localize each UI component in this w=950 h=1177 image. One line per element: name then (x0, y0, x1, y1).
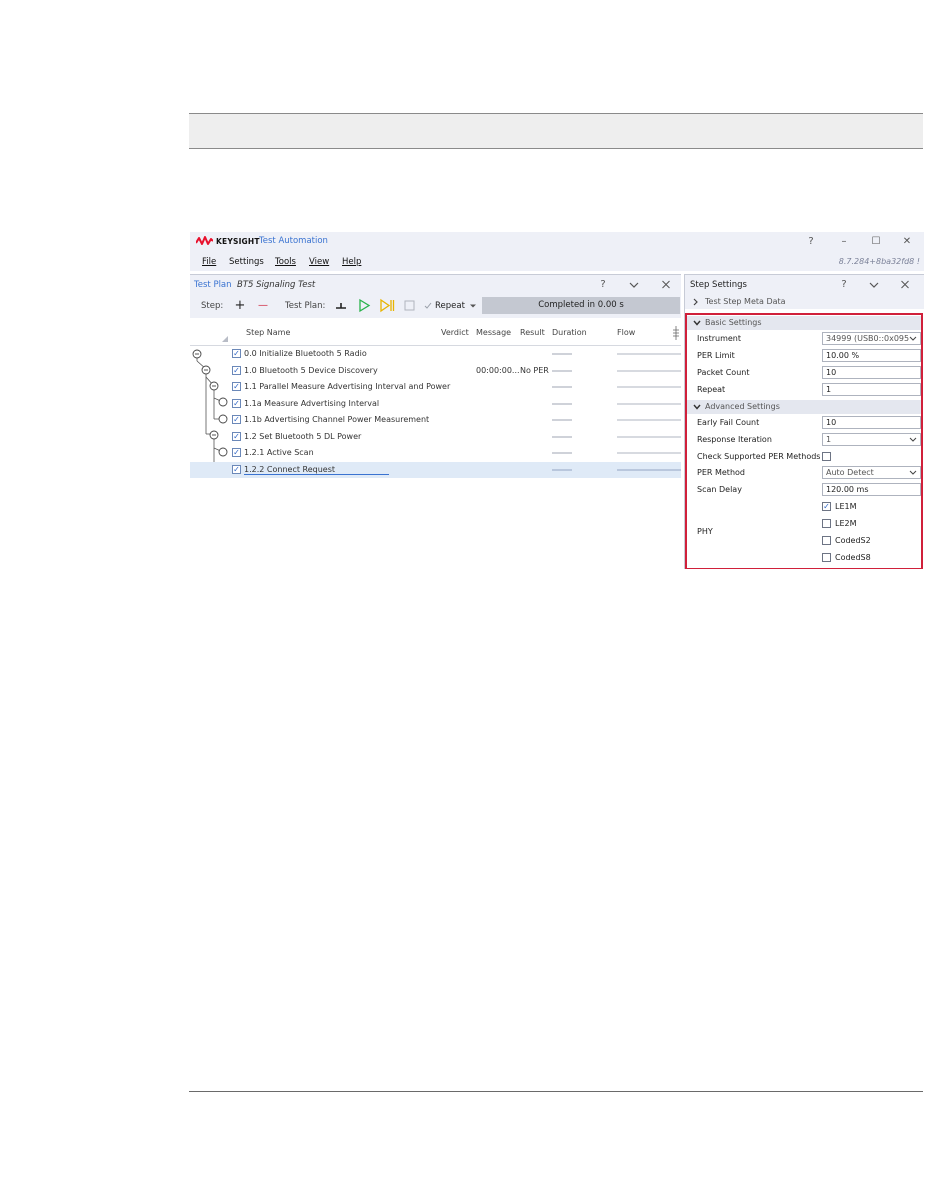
early-fail-label: Early Fail Count (697, 418, 760, 427)
step-enabled-checkbox[interactable]: ✓ (233, 415, 240, 424)
phy-codeds8-label[interactable]: CodedS8 (835, 553, 871, 562)
per-limit-input[interactable]: 10.00 % (822, 349, 921, 362)
menu-view[interactable]: View (309, 257, 330, 267)
test-plan-name: BT5 Signaling Test (237, 280, 316, 290)
basic-settings-label[interactable]: Basic Settings (705, 318, 762, 327)
step-enabled-checkbox[interactable]: ✓ (233, 365, 240, 375)
minimize-icon[interactable]: – (841, 236, 847, 247)
settings-highlight-box (685, 313, 923, 569)
step-settings-panel (684, 274, 924, 569)
column-verdict[interactable]: Verdict (441, 328, 469, 337)
menu-tools[interactable]: Tools (275, 257, 296, 267)
test-plan-panel (190, 274, 681, 569)
column-step-name[interactable]: Step Name (246, 328, 291, 337)
duration-bar (552, 386, 572, 388)
instrument-label: Instrument (697, 334, 742, 343)
check-per-methods-label: Check Supported PER Methods (697, 452, 821, 461)
document-header-bar (189, 113, 923, 149)
step-enabled-checkbox[interactable]: ✓ (233, 398, 240, 408)
remove-step-icon[interactable]: — (258, 300, 268, 311)
test-step-row-selected[interactable] (190, 462, 681, 479)
test-plan-label[interactable]: Test Plan (194, 280, 232, 290)
step-message: 00:00:00... (476, 365, 520, 375)
run-selected-icon[interactable] (379, 297, 395, 314)
test-step-row[interactable] (190, 363, 681, 380)
duration-bar (552, 403, 572, 405)
chevron-right-icon[interactable] (693, 298, 699, 306)
steps-grid (190, 346, 681, 569)
step-settings-title: Step Settings (690, 280, 747, 290)
step-enabled-checkbox[interactable]: ✓ (233, 349, 240, 358)
step-name: 1.1b Advertising Channel Power Measurement (244, 415, 430, 424)
steps-grid-header (190, 318, 681, 346)
step-enabled-checkbox[interactable]: ✓ (233, 382, 240, 391)
chevron-down-icon[interactable] (693, 319, 701, 327)
phy-le1m-checkbox[interactable]: ✓ (823, 502, 830, 511)
advanced-settings-label[interactable]: Advanced Settings (705, 402, 780, 411)
phy-label: PHY (697, 527, 713, 536)
flow-bar (617, 469, 681, 471)
column-flow[interactable]: Flow (617, 328, 636, 337)
repeat-check-icon[interactable] (423, 297, 433, 314)
panel-help-icon[interactable]: ? (600, 279, 606, 290)
menu-settings[interactable]: Settings (229, 257, 264, 267)
phy-le2m-label[interactable]: LE2M (835, 519, 857, 528)
menu-bar (190, 252, 924, 271)
response-iteration-label: Response Iteration (697, 435, 772, 444)
column-duration[interactable]: Duration (552, 328, 587, 337)
break-icon[interactable] (334, 297, 348, 314)
dropdown-chevron-icon[interactable] (909, 467, 917, 478)
per-method-select[interactable] (822, 466, 921, 479)
test-step-row[interactable] (190, 445, 681, 462)
run-status: Completed in 0.00 s (482, 297, 680, 314)
column-chooser-icon[interactable] (673, 326, 679, 340)
duration-bar (552, 436, 572, 438)
column-result[interactable]: Result (520, 328, 545, 337)
step-name: 1.1a Measure Advertising Interval (244, 398, 380, 408)
application-window (190, 232, 924, 569)
app-title: Test Automation (259, 236, 328, 246)
document-footer-rule (189, 1091, 923, 1092)
early-fail-input[interactable]: 10 (822, 416, 921, 429)
meta-data-section[interactable] (685, 294, 924, 309)
duration-bar (552, 469, 572, 471)
add-step-icon[interactable]: + (234, 298, 246, 313)
test-plan-toolbar (190, 294, 681, 318)
step-enabled-checkbox[interactable]: ✓ (233, 448, 240, 457)
basic-settings-section[interactable] (687, 316, 921, 330)
packet-count-label: Packet Count (697, 368, 750, 377)
sort-grip-icon (222, 336, 228, 342)
response-iteration-select[interactable] (822, 433, 921, 446)
flow-bar (617, 370, 681, 372)
check-per-methods-checkbox[interactable] (822, 452, 831, 461)
flow-bar (617, 353, 681, 355)
step-name[interactable]: 1.2.2 Connect Request (244, 465, 389, 475)
step-enabled-checkbox[interactable]: ✓ (233, 431, 240, 441)
response-iteration-value: 1 (826, 435, 832, 444)
phy-le2m-checkbox[interactable] (822, 519, 831, 528)
phy-le1m-label[interactable]: LE1M (835, 502, 857, 511)
phy-codeds2-label[interactable]: CodedS2 (835, 536, 871, 545)
step-name: 1.2.1 Active Scan (244, 448, 314, 457)
menu-file[interactable]: File (202, 257, 217, 267)
test-step-row[interactable] (190, 412, 681, 429)
per-method-label: PER Method (697, 468, 745, 477)
maximize-icon[interactable]: ☐ (871, 236, 881, 247)
step-label: Step: (201, 301, 224, 311)
packet-count-input[interactable]: 10 (822, 366, 921, 379)
flow-bar (617, 386, 681, 388)
test-step-row[interactable] (190, 379, 681, 396)
scan-delay-input[interactable]: 120.00 ms (822, 483, 921, 496)
repeat-dropdown[interactable]: Repeat (435, 301, 465, 311)
version-label: 8.7.284+8ba32fd8 ! (838, 257, 920, 266)
scan-delay-label: Scan Delay (697, 485, 742, 494)
advanced-settings-section[interactable] (687, 400, 921, 414)
meta-data-label[interactable]: Test Step Meta Data (705, 297, 786, 306)
panel-close-icon[interactable] (659, 278, 673, 291)
repeat-caret-icon[interactable] (468, 297, 478, 314)
dropdown-chevron-icon[interactable] (909, 434, 917, 445)
title-bar (190, 232, 924, 252)
instrument-value: 34999 (USB0::0x095 (826, 334, 910, 343)
stop-icon[interactable] (403, 297, 417, 314)
step-name: 1.1 Parallel Measure Advertising Interval and Power (244, 382, 451, 391)
step-name: 1.2 Set Bluetooth 5 DL Power (244, 431, 362, 441)
close-icon[interactable]: ✕ (902, 236, 912, 247)
chevron-down-icon[interactable] (693, 403, 701, 411)
flow-bar (617, 419, 681, 421)
brand-name: KEYSIGHT (216, 237, 260, 246)
flow-bar (617, 403, 681, 405)
test-step-row[interactable] (190, 396, 681, 413)
duration-bar (552, 419, 572, 421)
panel-chevron-down-icon[interactable] (627, 278, 641, 291)
instrument-select[interactable] (822, 332, 921, 345)
test-step-row[interactable] (190, 346, 681, 363)
duration-bar (552, 353, 572, 355)
flow-bar (617, 452, 681, 454)
settings-chevron-down-icon[interactable] (867, 278, 881, 291)
step-name: 1.0 Bluetooth 5 Device Discovery (244, 365, 378, 375)
per-method-value: Auto Detect (826, 468, 874, 477)
column-message[interactable]: Message (476, 328, 512, 337)
phy-codeds2-checkbox[interactable] (822, 536, 831, 545)
step-settings-header (685, 275, 924, 294)
flow-bar (617, 436, 681, 438)
run-play-icon[interactable] (357, 297, 371, 314)
duration-bar (552, 452, 572, 454)
settings-close-icon[interactable] (898, 278, 912, 291)
repeat-input[interactable]: 1 (822, 383, 921, 396)
step-name: 0.0 Initialize Bluetooth 5 Radio (244, 349, 367, 358)
dropdown-chevron-icon[interactable] (909, 333, 917, 344)
step-result: No PER (520, 365, 549, 375)
per-limit-label: PER Limit (697, 351, 735, 360)
step-enabled-checkbox[interactable]: ✓ (233, 464, 240, 474)
test-step-row[interactable] (190, 429, 681, 446)
settings-help-icon[interactable]: ? (841, 279, 847, 290)
repeat-label: Repeat (697, 385, 726, 394)
help-icon[interactable]: ? (808, 236, 814, 247)
duration-bar (552, 370, 572, 372)
keysight-logo-icon (196, 236, 213, 246)
test-plan-toolbar-label: Test Plan: (285, 301, 326, 311)
phy-codeds8-checkbox[interactable] (822, 553, 831, 562)
test-plan-header (190, 275, 681, 294)
menu-help[interactable]: Help (342, 257, 362, 267)
